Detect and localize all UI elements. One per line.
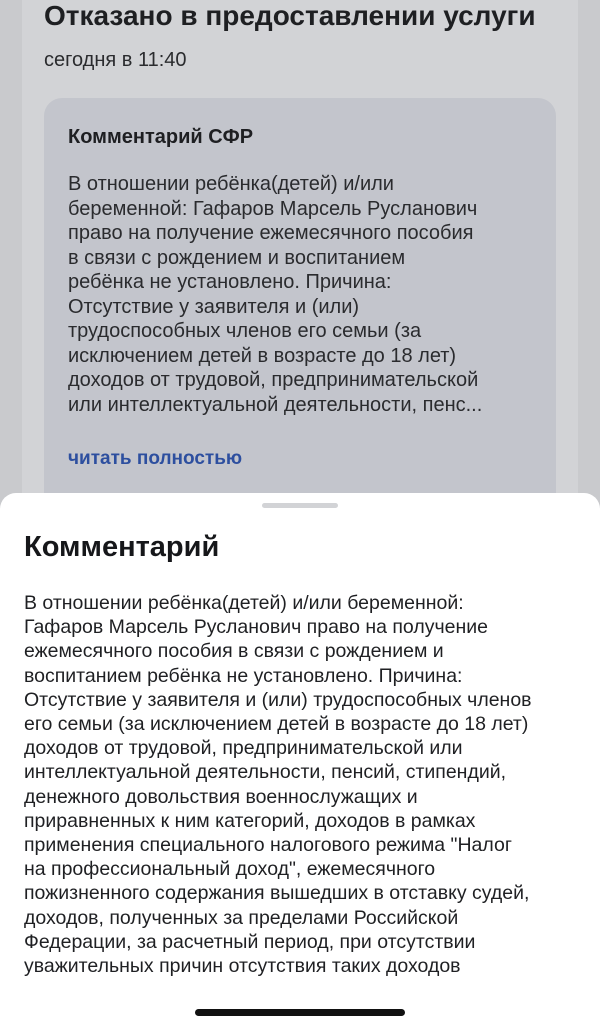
comment-card-title: Комментарий СФР — [68, 126, 254, 148]
comment-card-text: В отношении ребёнка(детей) и/или беременной: Гафаров Марсель Русланович право на получение ежемесячного пособия в связи с рождением и воспитанием ребёнка не установлено. Причина: Отсутствие у заявителя и (или) трудоспособных членов его семьи (за исключением детей в возрасте до 18 лет) доходов от трудовой, предпринимательской или интеллектуальной деятельности, пенс... — [68, 173, 483, 416]
comment-card — [44, 98, 556, 538]
comment-bottom-sheet — [0, 493, 600, 1028]
sheet-drag-handle[interactable] — [262, 503, 338, 508]
read-more-link[interactable]: читать полностью — [68, 448, 243, 469]
sheet-comment-text: В отношении ребёнка(детей) и/или беременной: Гафаров Марсель Русланович право на получение ежемесячного пособия в связи с рождением и воспитанием ребёнка не установлено. Причина: Отсутствие у заявителя и (или) трудоспособных членов его семьи (за исключением детей в возрасте до 18 лет) доходов от трудовой, предпринимательской или интеллектуальной деятельности, пенсий, стипендий, денежного довольствия военнослужащих и приравненных к ним категорий, доходов в рамках применения специального налогового режима "Налог на профессиональный доход", ежемесячного пожизненного содержания вышедших в отставку судей, доходов, полученных за пределами Российской Федерации, за расчетный период, при отсутствии уважительных причин отсутствия таких доходов — [24, 592, 532, 978]
sheet-title: Комментарий — [24, 531, 220, 563]
page-title: Отказано в предоставлении услуги — [44, 0, 536, 31]
home-indicator[interactable] — [195, 1009, 405, 1016]
status-date: сегодня в 11:40 — [44, 49, 187, 71]
